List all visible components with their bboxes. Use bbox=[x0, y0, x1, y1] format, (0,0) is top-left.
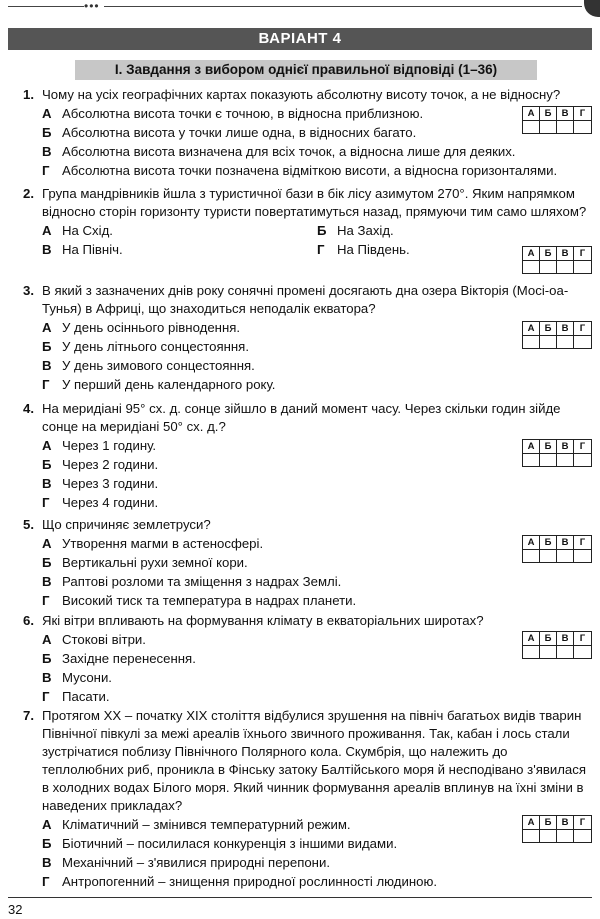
answer-option[interactable] bbox=[42, 534, 592, 553]
answer-grid bbox=[522, 535, 592, 563]
answer-grid-letter: А bbox=[523, 322, 540, 336]
option-letter: Г bbox=[42, 874, 50, 889]
option-text: Антропогенний – знищення природної рослинності людиною. bbox=[62, 874, 438, 889]
option-text: Через 2 години. bbox=[62, 457, 159, 472]
option-letter: Г bbox=[42, 163, 50, 178]
answer-grid-cell[interactable] bbox=[557, 454, 574, 466]
option-letter: Г bbox=[317, 242, 325, 257]
answer-grid-cell[interactable] bbox=[523, 336, 540, 348]
option-letter: В bbox=[42, 574, 52, 589]
answer-grid-cell[interactable] bbox=[540, 550, 557, 562]
question-2 bbox=[8, 185, 592, 259]
question-text: Протягом ХХ – початку ХІХ століття відбулися зрушення на північ багатьох видів тварин Північної півкулі за межі ареалів їхнього звичного проживання. Так, кабан і лось стали зустрічатися поблизу Північного Полярного кола. Скумбрія, що належить до теплолюбних риб, проникла в Фінську затоку Балтійського моря й несподівано з'явилася в холодних водах Білого моря. Який чинник формування ареалів вплинув на їхні зміни в наведених прикладах? bbox=[42, 708, 587, 813]
answer-grid-cell[interactable] bbox=[574, 121, 591, 133]
answer-grid-cell[interactable] bbox=[523, 261, 540, 273]
answer-option[interactable] bbox=[42, 337, 592, 356]
option-letter: Г bbox=[42, 689, 50, 704]
answer-option[interactable] bbox=[42, 591, 592, 610]
answer-grid-cell[interactable] bbox=[574, 550, 591, 562]
answer-grid bbox=[522, 631, 592, 659]
answer-option[interactable] bbox=[42, 815, 592, 834]
answer-grid-cell[interactable] bbox=[557, 550, 574, 562]
answer-grid-cell[interactable] bbox=[523, 830, 540, 842]
answer-grid-cell[interactable] bbox=[557, 336, 574, 348]
answer-option[interactable] bbox=[42, 356, 592, 375]
option-text: На Захід. bbox=[337, 223, 394, 238]
option-text: Раптові розломи та зміщення з надрах Землі. bbox=[62, 574, 342, 589]
answer-grid-cell[interactable] bbox=[540, 646, 557, 658]
answer-grid-cell[interactable] bbox=[574, 646, 591, 658]
answer-option[interactable] bbox=[42, 104, 592, 123]
answer-grid-letter: Г bbox=[574, 440, 591, 454]
answer-grid-cell[interactable] bbox=[574, 830, 591, 842]
answer-grid-letter: А bbox=[523, 107, 540, 121]
answer-options bbox=[42, 221, 592, 259]
answer-grid-letter: А bbox=[523, 816, 540, 830]
option-text: Механічний – з'явилися природні перепони. bbox=[62, 855, 330, 870]
question-text: Які вітри впливають на формування клімату в екваторіальних широтах? bbox=[42, 613, 484, 628]
bottom-rule bbox=[8, 897, 592, 898]
answer-grid-letter: Г bbox=[574, 322, 591, 336]
answer-option[interactable] bbox=[42, 668, 592, 687]
answer-grid-cell[interactable] bbox=[574, 261, 591, 273]
answer-grid-letter: Б bbox=[540, 322, 557, 336]
answer-option[interactable] bbox=[42, 436, 592, 455]
question-text: Що спричиняє землетруси? bbox=[42, 517, 211, 532]
question-stem bbox=[8, 516, 592, 534]
answer-options bbox=[42, 534, 592, 610]
option-letter: Г bbox=[42, 495, 50, 510]
question-stem bbox=[8, 185, 592, 221]
option-letter: В bbox=[42, 144, 52, 159]
option-text: Абсолютна висота визначена для всіх точок, а відносна лише для деяких. bbox=[62, 144, 516, 159]
option-text: У перший день календарного року. bbox=[62, 377, 276, 392]
answer-grid-letter: А bbox=[523, 247, 540, 261]
option-text: Через 1 годину. bbox=[62, 438, 157, 453]
answer-option[interactable] bbox=[42, 853, 592, 872]
option-letter: А bbox=[42, 817, 52, 832]
answer-option[interactable] bbox=[42, 221, 317, 240]
question-text: На меридіані 95° сх. д. сонце зійшло в даний момент часу. Через скільки годин зійде сонце на меридіані 50° сх. д.? bbox=[42, 401, 561, 434]
answer-option[interactable] bbox=[42, 240, 317, 259]
option-text: Високий тиск та температура в надрах планети. bbox=[62, 593, 357, 608]
option-letter: А bbox=[42, 320, 52, 335]
question-number: 1. bbox=[23, 87, 34, 102]
question-3 bbox=[8, 282, 592, 394]
option-text: Абсолютна висота точки є точною, в відносна приблизною. bbox=[62, 106, 424, 121]
answer-grid bbox=[522, 106, 592, 134]
answer-grid-letter: В bbox=[557, 816, 574, 830]
question-number: 6. bbox=[23, 613, 34, 628]
answer-grid-cell[interactable] bbox=[523, 550, 540, 562]
answer-grid-letter: Г bbox=[574, 247, 591, 261]
answer-grid-letter: Б bbox=[540, 107, 557, 121]
answer-grid-letter: В bbox=[557, 632, 574, 646]
answer-grid-letter: Б bbox=[540, 440, 557, 454]
answer-grid-cell[interactable] bbox=[540, 121, 557, 133]
option-text: Західне перенесення. bbox=[62, 651, 196, 666]
answer-option[interactable] bbox=[42, 572, 592, 591]
question-stem bbox=[8, 282, 592, 318]
answer-option[interactable] bbox=[317, 221, 592, 240]
option-text: У день зимового сонцестояння. bbox=[62, 358, 255, 373]
question-stem bbox=[8, 86, 592, 104]
answer-option[interactable] bbox=[42, 493, 592, 512]
question-stem bbox=[8, 400, 592, 436]
option-text: Через 3 години. bbox=[62, 476, 159, 491]
option-row bbox=[42, 240, 592, 259]
answer-option[interactable] bbox=[42, 872, 592, 891]
answer-options bbox=[42, 318, 592, 394]
answer-grid-letter: Г bbox=[574, 632, 591, 646]
answer-grid-letter: В bbox=[557, 322, 574, 336]
answer-grid-cell[interactable] bbox=[557, 121, 574, 133]
answer-option[interactable] bbox=[42, 142, 592, 161]
question-text: Чому на усіх географічних картах показують абсолютну висоту точок, а не відносну? bbox=[42, 87, 561, 102]
option-text: Абсолютна висота у точки лише одна, в відносних багато. bbox=[62, 125, 417, 140]
answer-option[interactable] bbox=[42, 630, 592, 649]
answer-grid-cell[interactable] bbox=[574, 336, 591, 348]
option-letter: Г bbox=[42, 377, 50, 392]
question-7 bbox=[8, 707, 592, 891]
answer-option[interactable] bbox=[42, 687, 592, 706]
option-text: Стокові вітри. bbox=[62, 632, 146, 647]
answer-option[interactable] bbox=[42, 553, 592, 572]
question-stem bbox=[8, 707, 592, 815]
option-letter: А bbox=[42, 536, 52, 551]
answer-grid-cell[interactable] bbox=[523, 121, 540, 133]
question-4 bbox=[8, 400, 592, 512]
option-text: Мусони. bbox=[62, 670, 112, 685]
answer-grid-cell[interactable] bbox=[540, 830, 557, 842]
section-title: І. Завдання з вибором однієї правильної відповіді (1–36) bbox=[75, 60, 537, 80]
answer-option[interactable] bbox=[42, 161, 592, 180]
answer-grid bbox=[522, 815, 592, 843]
answer-grid-letter: А bbox=[523, 536, 540, 550]
option-letter: Б bbox=[42, 457, 52, 472]
option-letter: В bbox=[42, 242, 52, 257]
page-number: 32 bbox=[8, 902, 23, 917]
option-text: Кліматичний – змінився температурний режим. bbox=[62, 817, 351, 832]
answer-grid-cell[interactable] bbox=[523, 454, 540, 466]
answer-option[interactable] bbox=[42, 375, 592, 394]
answer-option[interactable] bbox=[42, 318, 592, 337]
top-rule bbox=[8, 6, 84, 7]
option-letter: А bbox=[42, 223, 52, 238]
option-text: Через 4 години. bbox=[62, 495, 159, 510]
option-text: Біотичний – посилилася конкуренція з іншими видами. bbox=[62, 836, 398, 851]
answer-grid-cell[interactable] bbox=[574, 454, 591, 466]
answer-option[interactable] bbox=[42, 123, 592, 142]
option-letter: Б bbox=[42, 339, 52, 354]
answer-grid-cell[interactable] bbox=[557, 830, 574, 842]
variant-title: ВАРІАНТ 4 bbox=[8, 28, 592, 50]
question-number: 2. bbox=[23, 186, 34, 201]
option-text: У день осіннього рівнодення. bbox=[62, 320, 241, 335]
question-6 bbox=[8, 612, 592, 706]
option-letter: А bbox=[42, 106, 52, 121]
option-text: У день літнього сонцестояння. bbox=[62, 339, 249, 354]
answer-grid-letter: Б bbox=[540, 632, 557, 646]
answer-grid-cell[interactable] bbox=[523, 646, 540, 658]
option-letter: Б bbox=[42, 836, 52, 851]
question-text: В який з зазначених днів року сонячні промені досягають дна озера Вікторія (Мосі-оа-Тунья) в Африці, що знаходиться неподалік екватора? bbox=[42, 283, 569, 316]
answer-grid-letter: В bbox=[557, 536, 574, 550]
option-text: На Південь. bbox=[337, 242, 410, 257]
option-text: Вертикальні рухи земної кори. bbox=[62, 555, 248, 570]
answer-options bbox=[42, 436, 592, 512]
option-letter: Б bbox=[317, 223, 327, 238]
option-letter: В bbox=[42, 670, 52, 685]
answer-option[interactable] bbox=[42, 455, 592, 474]
option-letter: В bbox=[42, 855, 52, 870]
answer-grid-cell[interactable] bbox=[540, 261, 557, 273]
answer-grid bbox=[522, 439, 592, 467]
answer-grid-letter: Б bbox=[540, 816, 557, 830]
decorative-dots: ••• bbox=[84, 0, 100, 13]
option-letter: А bbox=[42, 438, 52, 453]
option-letter: В bbox=[42, 358, 52, 373]
answer-grid-letter: А bbox=[523, 440, 540, 454]
answer-grid-letter: Г bbox=[574, 816, 591, 830]
answer-grid-letter: Б bbox=[540, 536, 557, 550]
answer-options bbox=[42, 104, 592, 180]
answer-grid-letter: Б bbox=[540, 247, 557, 261]
question-5 bbox=[8, 516, 592, 610]
answer-option[interactable] bbox=[42, 649, 592, 668]
option-letter: А bbox=[42, 632, 52, 647]
option-letter: Б bbox=[42, 125, 52, 140]
answer-grid-letter: А bbox=[523, 632, 540, 646]
option-text: Абсолютна висота точки позначена відміткою висоти, а відносна горизонталями. bbox=[62, 163, 558, 178]
option-letter: Б bbox=[42, 555, 52, 570]
answer-grid-letter: Г bbox=[574, 107, 591, 121]
question-number: 7. bbox=[23, 708, 34, 723]
option-text: Утворення магми в астеносфері. bbox=[62, 536, 264, 551]
option-letter: В bbox=[42, 476, 52, 491]
answer-grid bbox=[522, 321, 592, 349]
question-text: Група мандрівників йшла з туристичної бази в бік лісу азимутом 270°. Яким напрямком відносно сторін горизонту туристи повертатимуться назад, прямуючи тим само шляхом? bbox=[42, 186, 587, 219]
answer-grid-cell[interactable] bbox=[557, 261, 574, 273]
answer-grid bbox=[522, 246, 592, 274]
answer-option[interactable] bbox=[42, 474, 592, 493]
answer-grid-cell[interactable] bbox=[557, 646, 574, 658]
question-1 bbox=[8, 86, 592, 180]
option-letter: Г bbox=[42, 593, 50, 608]
option-text: На Північ. bbox=[62, 242, 123, 257]
answer-grid-cell[interactable] bbox=[540, 454, 557, 466]
answer-grid-cell[interactable] bbox=[540, 336, 557, 348]
question-number: 3. bbox=[23, 283, 34, 298]
top-rule-right bbox=[104, 6, 582, 7]
answer-grid-letter: В bbox=[557, 247, 574, 261]
question-number: 4. bbox=[23, 401, 34, 416]
answer-grid-letter: В bbox=[557, 440, 574, 454]
answer-options bbox=[42, 630, 592, 706]
option-letter: Б bbox=[42, 651, 52, 666]
option-text: На Схід. bbox=[62, 223, 113, 238]
answer-option[interactable] bbox=[42, 834, 592, 853]
corner-mark-icon bbox=[584, 0, 600, 17]
question-stem bbox=[8, 612, 592, 630]
answer-options bbox=[42, 815, 592, 891]
option-text: Пасати. bbox=[62, 689, 110, 704]
question-number: 5. bbox=[23, 517, 34, 532]
answer-grid-letter: В bbox=[557, 107, 574, 121]
answer-grid-letter: Г bbox=[574, 536, 591, 550]
option-row bbox=[42, 221, 592, 240]
